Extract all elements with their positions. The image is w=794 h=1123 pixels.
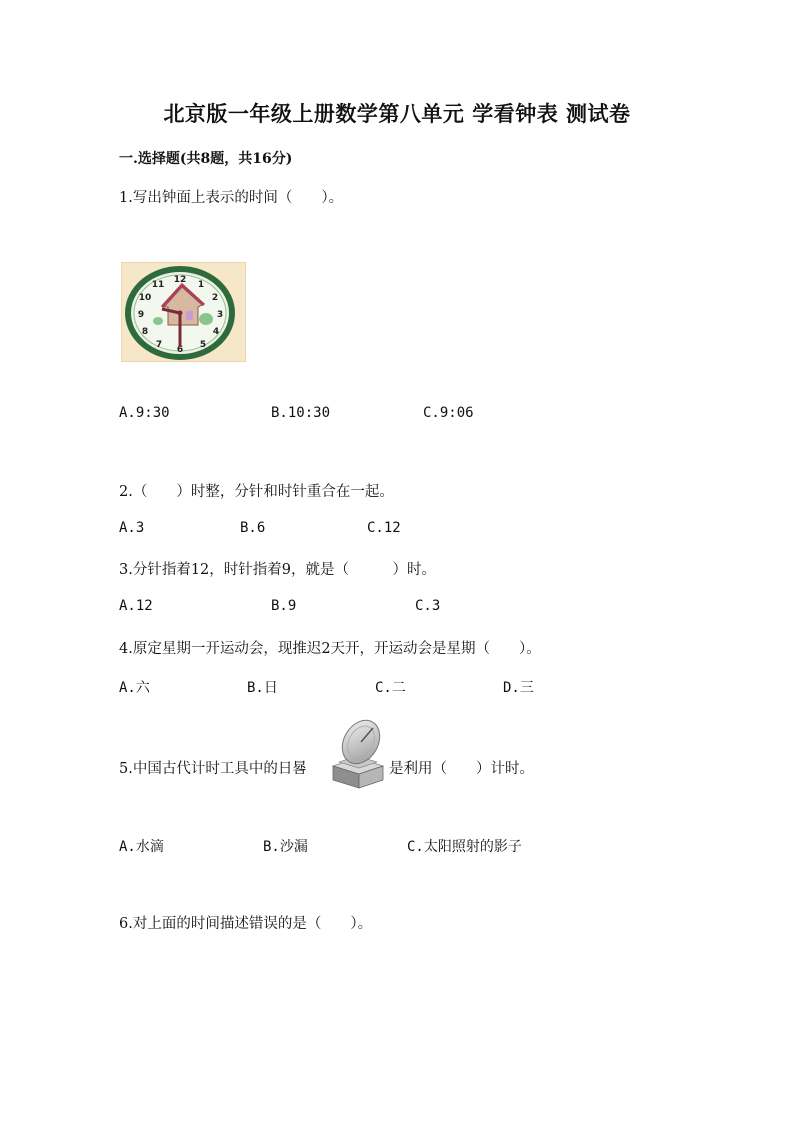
clock-number-1: 1 <box>197 280 205 290</box>
clock-number-7: 7 <box>155 340 163 350</box>
q1-option-b: B.10:30 <box>271 405 331 421</box>
q5-option-b: B.沙漏 <box>263 839 308 855</box>
q4-option-c: C.二 <box>375 680 406 696</box>
q5-option-a: A.水滴 <box>119 839 164 855</box>
q3-option-c: C.3 <box>415 598 441 614</box>
question-3: 3.分针指着12，时针指着9，就是（ ）时。 <box>119 562 437 578</box>
page-title: 北京版一年级上册数学第八单元 学看钟表 测试卷 <box>163 101 631 126</box>
clock-number-5: 5 <box>199 340 207 350</box>
q3-option-b: B.9 <box>271 598 297 614</box>
clock-number-12: 12 <box>173 275 187 285</box>
q1-option-a: A.9:30 <box>119 405 170 421</box>
question-6: 6.对上面的时间描述错误的是（ ）。 <box>119 916 373 932</box>
q3-option-a: A.12 <box>119 598 153 614</box>
question-2: 2.（ ）时整，分针和时针重合在一起。 <box>119 484 394 500</box>
clock-image <box>121 262 246 362</box>
q2-option-a: A.3 <box>119 520 145 536</box>
question-1: 1.写出钟面上表示的时间（ ）。 <box>119 190 344 206</box>
clock-number-11: 11 <box>151 280 165 290</box>
clock-number-6: 6 <box>176 345 184 355</box>
sundial-icon <box>329 716 387 790</box>
q1-option-c: C.9:06 <box>423 405 474 421</box>
q4-option-a: A.六 <box>119 680 150 696</box>
question-5-before: 5.中国古代计时工具中的日晷 <box>119 761 307 777</box>
clock-number-3: 3 <box>216 310 224 320</box>
clock-number-9: 9 <box>137 310 145 320</box>
sundial-image <box>329 716 387 790</box>
clock-number-8: 8 <box>141 327 149 337</box>
clock-number-2: 2 <box>211 293 219 303</box>
clock-number-10: 10 <box>138 293 152 303</box>
q4-option-d: D.三 <box>503 680 534 696</box>
question-5-after: 是利用（ ）计时。 <box>389 761 534 777</box>
q5-option-c: C.太阳照射的影子 <box>407 839 522 855</box>
q2-option-b: B.6 <box>240 520 266 536</box>
q2-option-c: C.12 <box>367 520 401 536</box>
q4-option-b: B.日 <box>247 680 278 696</box>
clock-number-4: 4 <box>212 327 220 337</box>
section-heading: 一.选择题(共8题，共16分) <box>119 151 293 167</box>
clock-icon <box>122 263 245 361</box>
question-4: 4.原定星期一开运动会，现推迟2天开，开运动会是星期（ ）。 <box>119 641 541 657</box>
